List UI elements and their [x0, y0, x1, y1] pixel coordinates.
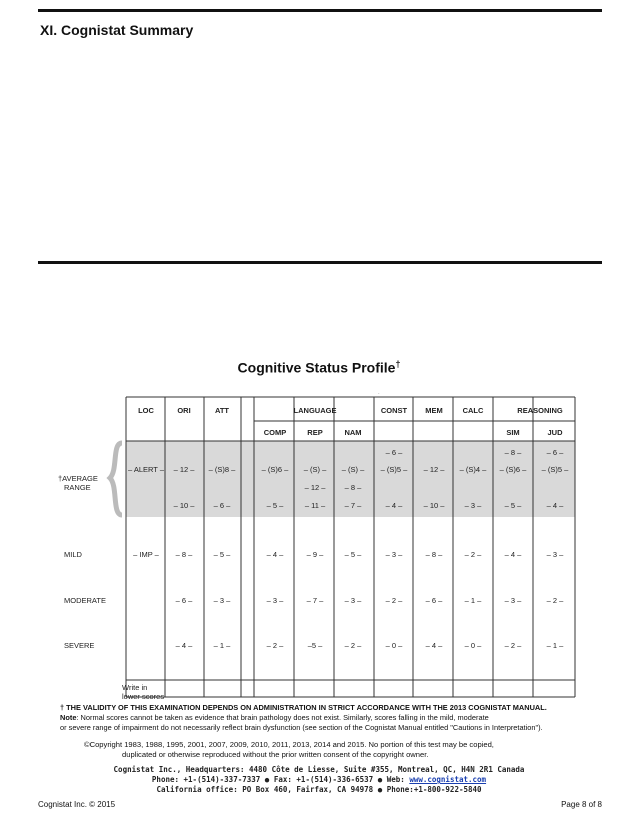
- score-cell: – (S)6 –: [261, 465, 289, 474]
- note-line-1: [60, 713, 620, 723]
- validity-notes: [60, 703, 620, 733]
- row-label-average: †AVERAGE: [58, 474, 98, 483]
- column-header: MEM: [425, 406, 443, 415]
- copyright-line-1: ©Copyright 1983, 1988, 1995, 2001, 2007, 2009, 2010, 2011, 2013, 2014 and 2015. No portion of this test may be copied,: [84, 740, 494, 749]
- score-cell: – 5 –: [504, 501, 522, 510]
- score-cell: – ALERT –: [128, 465, 164, 474]
- score-cell: – 2 –: [546, 596, 564, 605]
- contact-phone-fax: Phone: +1-(514)-337-7337 ● Fax: +1-(514)-336-6537 ● Web:: [151, 775, 410, 784]
- score-cell: – 3 –: [385, 550, 403, 559]
- score-cell: – 2 –: [464, 550, 482, 559]
- profile-title-text: Cognitive Status Profile: [237, 359, 396, 376]
- profile-title-dagger: †: [395, 359, 401, 369]
- score-cell: – 2 –: [266, 641, 284, 650]
- footer-copyright: Cognistat Inc. © 2015: [38, 800, 116, 809]
- score-cell: – 0 –: [464, 641, 482, 650]
- score-cell: – 4 –: [425, 641, 443, 650]
- note-label: Note: [60, 713, 77, 722]
- contact-line-2: [0, 775, 638, 785]
- sub-header: NAM: [344, 428, 362, 437]
- tiny-mark: .: [378, 390, 380, 396]
- sub-header: SIM: [506, 428, 520, 437]
- column-header: CONST: [380, 406, 408, 415]
- column-header: ATT: [214, 406, 230, 415]
- copyright-line-2: duplicated or otherwise reproduced without the prior written consent of the copyright owner.: [122, 750, 429, 759]
- column-header: LOC: [138, 406, 154, 415]
- row-label-moderate: MODERATE: [64, 596, 106, 605]
- write-in-label: lower scores: [122, 692, 165, 701]
- row-label-average-range: RANGE: [64, 483, 91, 492]
- column-header: LANGUAGE: [293, 406, 337, 415]
- score-cell: – (S) –: [303, 465, 327, 474]
- score-cell: – 3 –: [213, 596, 231, 605]
- score-cell: – 2 –: [385, 596, 403, 605]
- row-label-severe: SEVERE: [64, 641, 95, 650]
- score-cell: – 1 –: [464, 596, 482, 605]
- score-cell: – 9 –: [306, 550, 324, 559]
- score-cell: – (S)8 –: [208, 465, 236, 474]
- score-cell: – 3 –: [266, 596, 284, 605]
- score-cell: – 3 –: [504, 596, 522, 605]
- score-cell: – 4 –: [175, 641, 193, 650]
- score-cell: – (S)4 –: [459, 465, 487, 474]
- score-cell: – 6 –: [213, 501, 231, 510]
- score-cell: – 7 –: [306, 596, 324, 605]
- score-cell: – 11 –: [304, 501, 326, 510]
- column-header: CALC: [462, 406, 484, 415]
- score-cell: – 3 –: [464, 501, 482, 510]
- score-cell: – (S) –: [341, 465, 365, 474]
- score-cell: – 8 –: [504, 448, 522, 457]
- score-cell: – IMP –: [133, 550, 159, 559]
- score-cell: – 1 –: [213, 641, 231, 650]
- column-header: REASONING: [517, 406, 563, 415]
- score-cell: – 6 –: [546, 448, 564, 457]
- contact-block: [0, 765, 638, 795]
- score-cell: – 4 –: [266, 550, 284, 559]
- score-cell: – 4 –: [504, 550, 522, 559]
- score-cell: – 8 –: [175, 550, 193, 559]
- score-cell: – 6 –: [175, 596, 193, 605]
- score-cell: – 12 –: [304, 483, 326, 492]
- contact-line-1: Cognistat Inc., Headquarters: 4480 Côte de Liesse, Suite #355, Montreal, QC, H4N 2R1 Canada: [113, 765, 525, 774]
- score-cell: – (S)5 –: [380, 465, 408, 474]
- score-cell: – 12 –: [423, 465, 445, 474]
- score-cell: – 12 –: [173, 465, 195, 474]
- page-number: Page 8 of 8: [561, 800, 602, 809]
- score-cell: – 5 –: [344, 550, 362, 559]
- score-cell: – 0 –: [385, 641, 403, 650]
- score-cell: – 4 –: [546, 501, 564, 510]
- note-text-1: : Normal scores cannot be taken as evidence that brain pathology does not exist. Similarly, scores falling in the mild, moderate: [76, 713, 489, 722]
- score-cell: – 2 –: [344, 641, 362, 650]
- score-cell: – 10 –: [423, 501, 445, 510]
- website-link[interactable]: www.cognistat.com: [409, 775, 487, 784]
- validity-statement: † THE VALIDITY OF THIS EXAMINATION DEPENDS ON ADMINISTRATION IN STRICT ACCORDANCE WITH THE 2013 COGNISTAT MANUAL.: [60, 703, 547, 712]
- row-label-mild: MILD: [64, 550, 82, 559]
- score-cell: – (S)6 –: [499, 465, 527, 474]
- score-cell: – 3 –: [344, 596, 362, 605]
- note-line-2: or severe range of impairment do not necessarily reflect brain dysfunction (see section of the Cognistat Manual entitled "Cautions in Interpretation").: [60, 723, 543, 732]
- write-in-label: Write in: [122, 683, 148, 692]
- sub-header: JUD: [547, 428, 563, 437]
- score-cell: – 5 –: [266, 501, 284, 510]
- contact-line-3: California office: PO Box 460, Fairfax, CA 94978 ● Phone:+1-800-922-5840: [156, 785, 482, 794]
- score-cell: – 1 –: [546, 641, 564, 650]
- score-cell: – 5 –: [213, 550, 231, 559]
- score-cell: – 8 –: [425, 550, 443, 559]
- score-cell: – (S)5 –: [541, 465, 569, 474]
- average-brace-icon: [110, 443, 122, 515]
- score-cell: – 4 –: [385, 501, 403, 510]
- sub-header: COMP: [263, 428, 287, 437]
- column-header: ORI: [177, 406, 191, 415]
- score-cell: – 7 –: [344, 501, 362, 510]
- score-cell: – 10 –: [173, 501, 195, 510]
- copyright: [84, 740, 564, 760]
- score-cell: –5 –: [307, 641, 323, 650]
- score-cell: – 3 –: [546, 550, 564, 559]
- score-cell: – 6 –: [425, 596, 443, 605]
- section-title: XI. Cognistat Summary: [40, 22, 194, 38]
- score-cell: – 8 –: [344, 483, 362, 492]
- score-cell: – 6 –: [385, 448, 403, 457]
- score-cell: – 2 –: [504, 641, 522, 650]
- sub-header: REP: [307, 428, 323, 437]
